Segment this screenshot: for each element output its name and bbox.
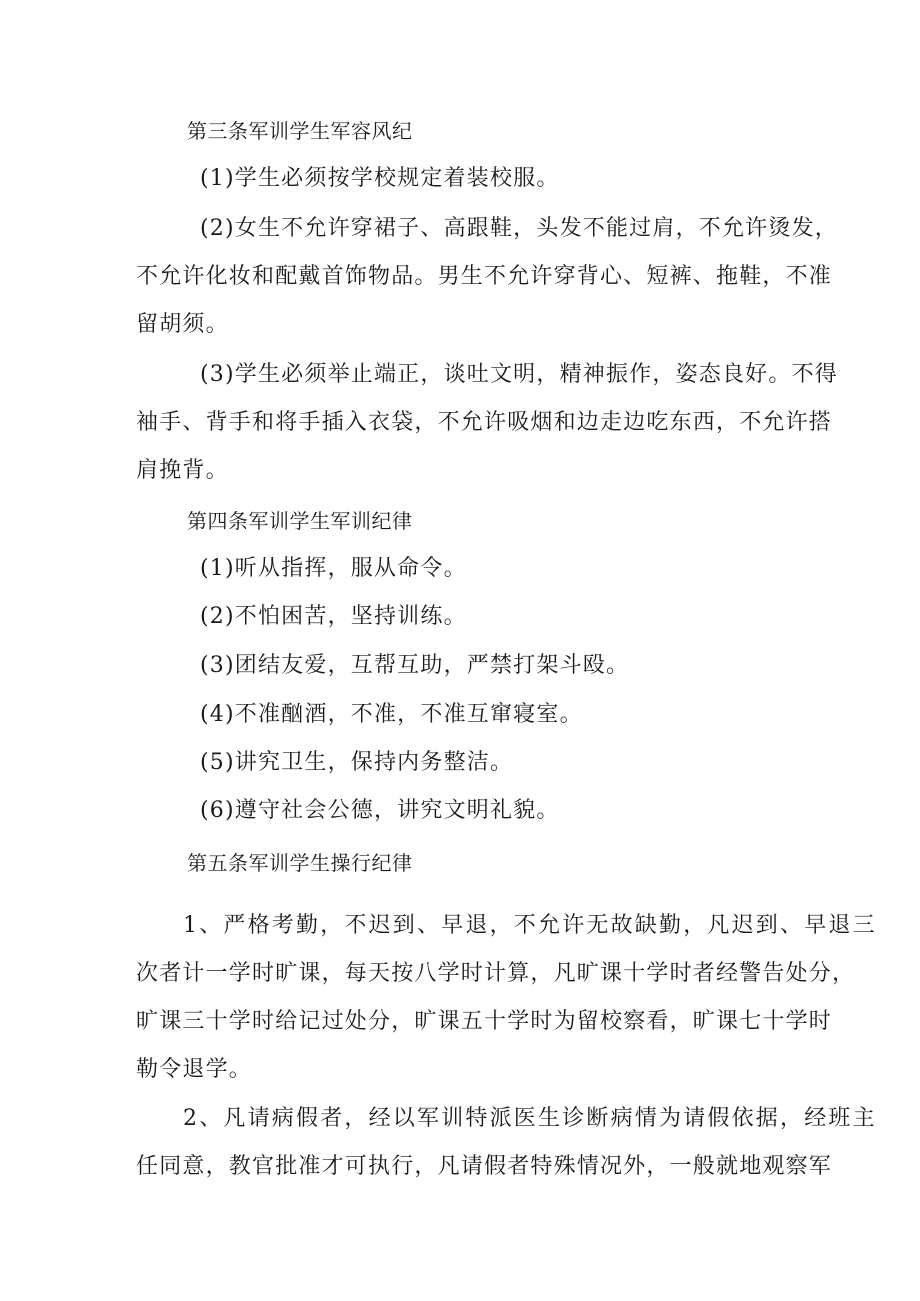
article-4-heading: 第四条军训学生军训纪律 bbox=[187, 509, 413, 533]
article-5-item-1-line-2: 次者计一学时旷课，每天按八学时计算，凡旷课十学时者经警告处分， bbox=[136, 961, 856, 986]
article-5-item-1-line-4: 勒令退学。 bbox=[136, 1057, 253, 1082]
article-3-item-2-line-3: 留胡须。 bbox=[136, 312, 229, 337]
article-3-item-1: (1)学生必须按学校规定着装校服。 bbox=[200, 166, 560, 191]
article-4-item-2: (2)不怕困苦，坚持训练。 bbox=[200, 604, 467, 629]
article-5-item-2-line-2: 任同意，教官批准才可执行，凡请假者特殊情况外，一般就地观察军 bbox=[136, 1154, 833, 1179]
article-4-item-4: (4)不准酗酒，不准，不准互窜寝室。 bbox=[200, 702, 583, 727]
article-3-item-3-line-2: 袖手、背手和将手插入衣袋，不允许吸烟和边走边吃东西，不允许搭 bbox=[136, 410, 833, 435]
article-3-heading: 第三条军训学生军容风纪 bbox=[187, 119, 413, 143]
article-4-item-6: (6)遵守社会公德，讲究文明礼貌。 bbox=[200, 798, 560, 823]
article-3-item-2-line-1: (2)女生不允许穿裙子、高跟鞋，头发不能过肩，不允许烫发， bbox=[200, 216, 838, 241]
article-3-item-3-line-1: (3)学生必须举止端正，谈吐文明，精神振作，姿态良好。不得 bbox=[200, 362, 838, 387]
article-3-item-3-line-3: 肩挽背。 bbox=[136, 458, 229, 483]
article-4-item-1: (1)听从指挥，服从命令。 bbox=[200, 556, 467, 581]
article-3-item-2-line-2: 不允许化妆和配戴首饰物品。男生不允许穿背心、短裤、拖鞋，不准 bbox=[136, 264, 833, 289]
article-4-item-5: (5)讲究卫生，保持内务整洁。 bbox=[200, 750, 514, 775]
article-5-item-1-line-3: 旷课三十学时给记过处分，旷课五十学时为留校察看，旷课七十学时 bbox=[136, 1009, 833, 1034]
article-5-item-1-line-1: 1、严格考勤，不迟到、早退，不允许无故缺勤，凡迟到、早退三 bbox=[183, 913, 877, 938]
article-4-item-3: (3)团结友爱，互帮互助，严禁打架斗殴。 bbox=[200, 653, 630, 678]
article-5-heading: 第五条军训学生操行纪律 bbox=[187, 851, 413, 875]
article-5-item-2-line-1: 2、凡请病假者，经以军训特派医生诊断病情为请假依据，经班主 bbox=[183, 1106, 877, 1131]
